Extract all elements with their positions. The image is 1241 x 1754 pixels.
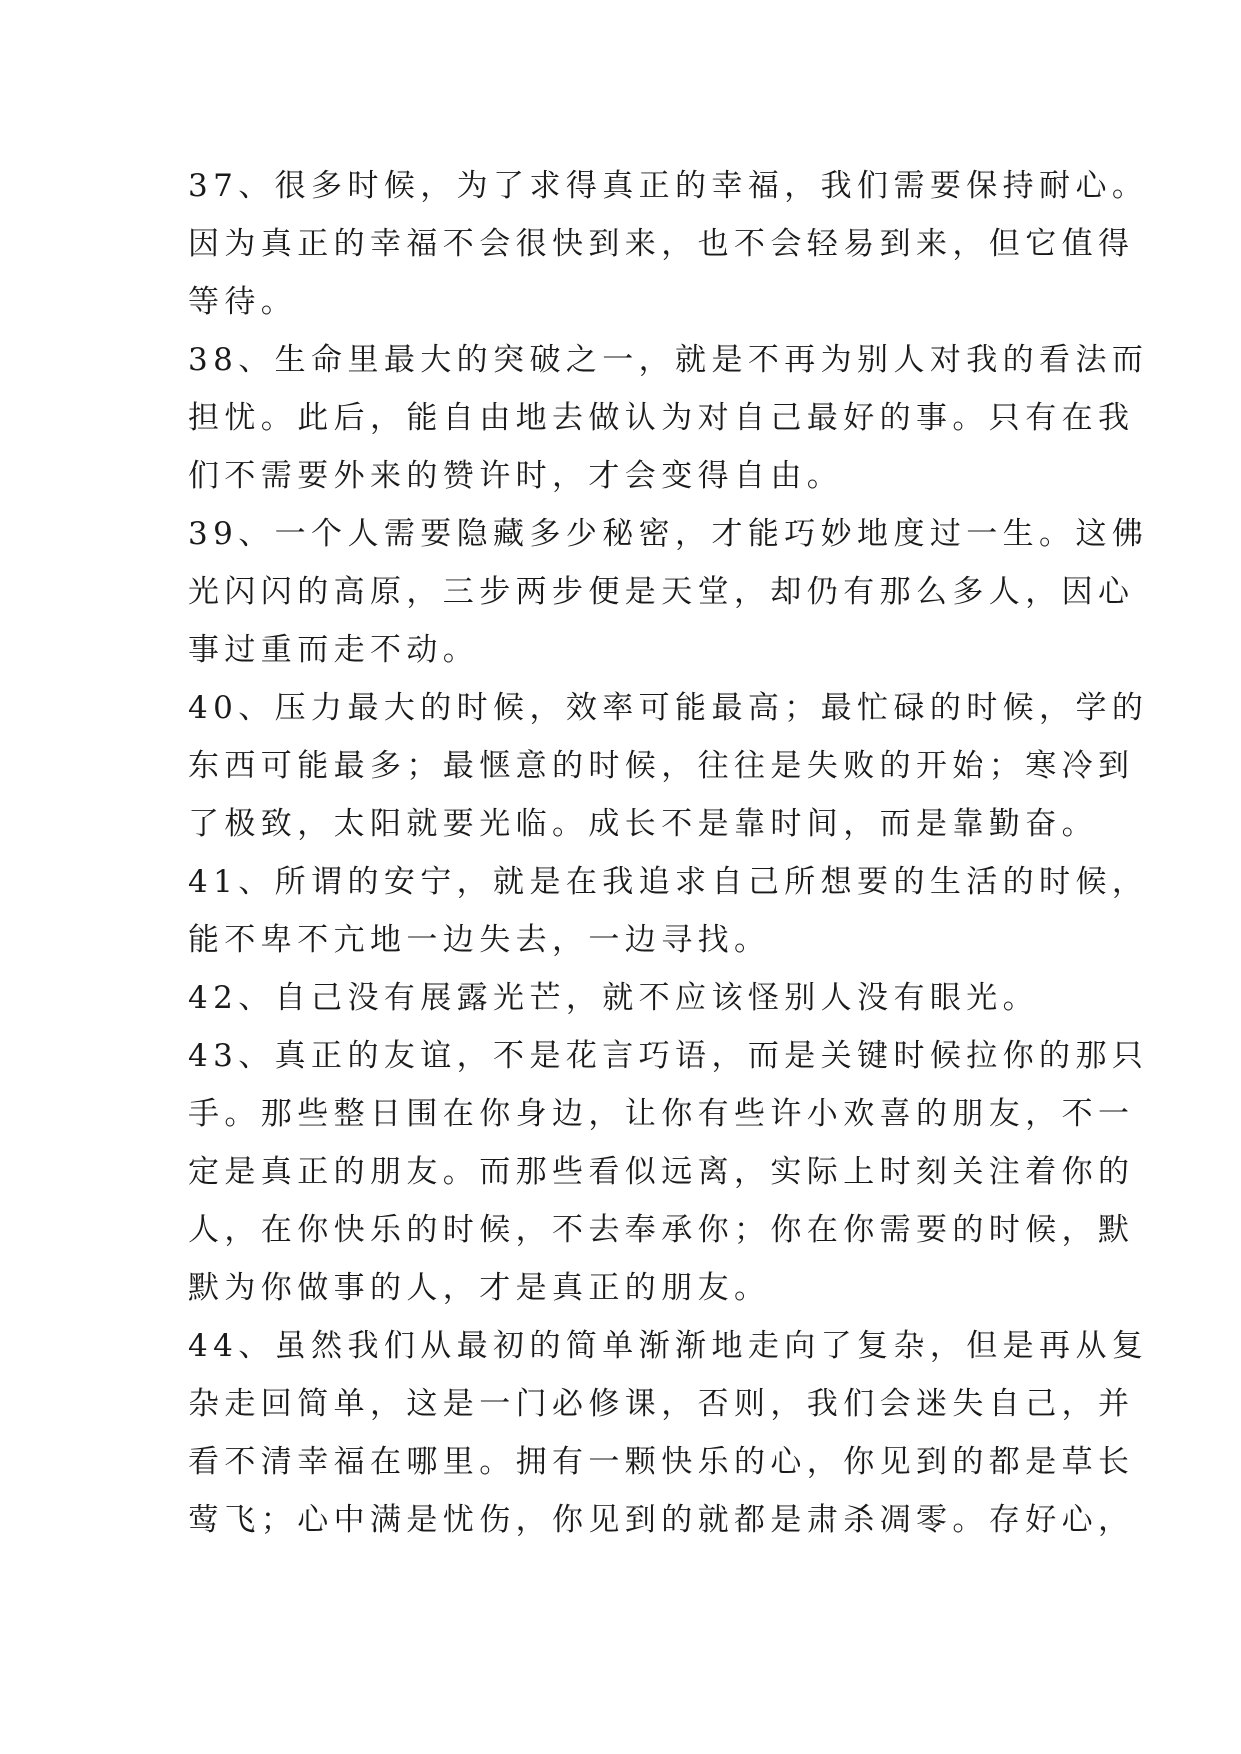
text-line: 41、所谓的安宁，就是在我追求自己所想要的生活的时候，: [188, 864, 1149, 900]
text-line: 40、压力最大的时候，效率可能最高；最忙碌的时候，学的: [188, 690, 1149, 726]
text-line: 43、真正的友谊，不是花言巧语，而是关键时候拉你的那只: [188, 1038, 1149, 1074]
text-line: 杂走回简单，这是一门必修课，否则，我们会迷失自己，并: [188, 1386, 1135, 1422]
text-line: 默为你做事的人，才是真正的朋友。: [188, 1270, 771, 1306]
text-line: 42、自己没有展露光芒，就不应该怪别人没有眼光。: [188, 980, 1040, 1016]
text-line: 等待。: [188, 284, 298, 320]
text-line: 因为真正的幸福不会很快到来，也不会轻易到来，但它值得: [188, 226, 1135, 262]
text-line: 定是真正的朋友。而那些看似远离，实际上时刻关注着你的: [188, 1154, 1135, 1190]
text-line: 44、虽然我们从最初的简单渐渐地走向了复杂，但是再从复: [188, 1328, 1149, 1364]
text-line: 事过重而走不动。: [188, 632, 480, 668]
text-line: 们不需要外来的赞许时，才会变得自由。: [188, 458, 844, 494]
text-line: 担忧。此后，能自由地去做认为对自己最好的事。只有在我: [188, 400, 1135, 436]
body-text: [188, 157, 1149, 1549]
text-line: 39、一个人需要隐藏多少秘密，才能巧妙地度过一生。这佛: [188, 516, 1149, 552]
text-line: 了极致，太阳就要光临。成长不是靠时间，而是靠勤奋。: [188, 806, 1098, 842]
text-line: 手。那些整日围在你身边，让你有些许小欢喜的朋友，不一: [188, 1096, 1135, 1132]
text-line: 人，在你快乐的时候，不去奉承你；你在你需要的时候，默: [188, 1212, 1135, 1248]
text-line: 能不卑不亢地一边失去，一边寻找。: [188, 922, 771, 958]
text-line: 38、生命里最大的突破之一，就是不再为别人对我的看法而: [188, 342, 1149, 378]
text-line: 光闪闪的高原，三步两步便是天堂，却仍有那么多人，因心: [188, 574, 1135, 610]
text-line: 37、很多时候，为了求得真正的幸福，我们需要保持耐心。: [188, 168, 1149, 204]
text-line: 看不清幸福在哪里。拥有一颗快乐的心，你见到的都是草长: [188, 1444, 1135, 1480]
text-line: 莺飞；心中满是忧伤，你见到的就都是肃杀凋零。存好心，: [188, 1502, 1135, 1538]
text-line: 东西可能最多；最惬意的时候，往往是失败的开始；寒冷到: [188, 748, 1135, 784]
